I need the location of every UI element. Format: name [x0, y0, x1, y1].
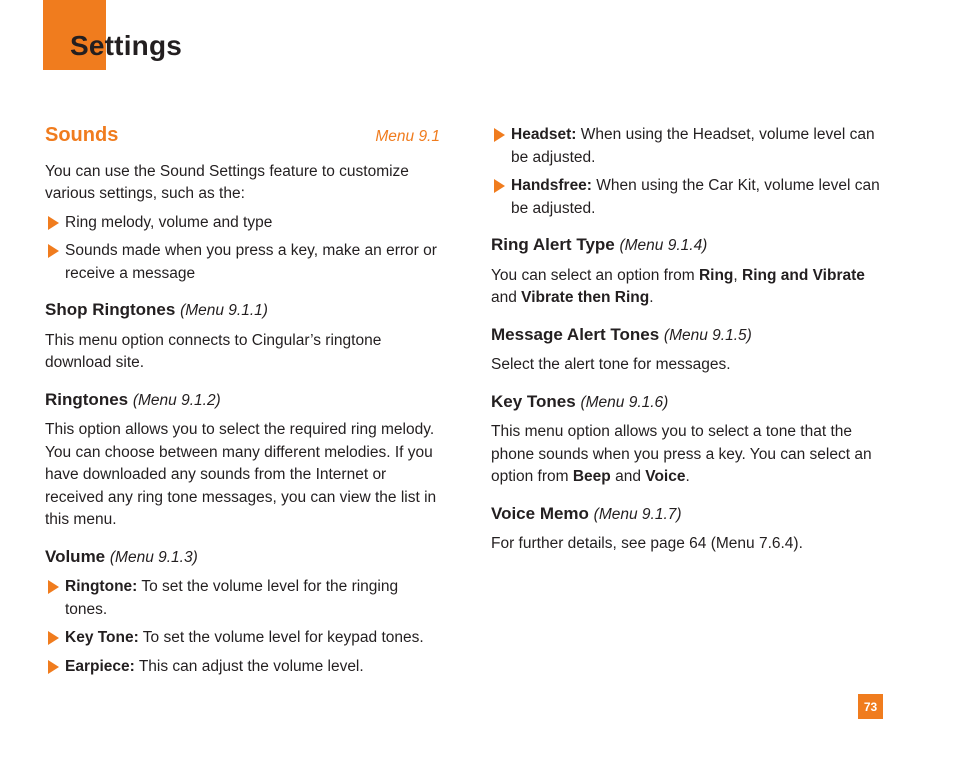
- list-item: Key Tone: To set the volume level for keypad tones.: [45, 627, 440, 650]
- section-menu-ref: Menu 9.1: [375, 128, 440, 145]
- list-item: Headset: When using the Headset, volume level can be adjusted.: [491, 124, 891, 169]
- page-number-badge: 73: [858, 694, 883, 719]
- list-item: Sounds made when you press a key, make an error or receive a message: [45, 240, 440, 285]
- subheading-message-alert-tones: Message Alert Tones (Menu 9.1.5): [491, 324, 752, 344]
- key-tones-text: This menu option allows you to select a tone that the phone sounds when you press a key. You can select an option from Beep and Voice.: [491, 423, 872, 485]
- list-item: Handsfree: When using the Car Kit, volume level can be adjusted.: [491, 175, 891, 220]
- bullet-arrow-icon: [48, 631, 59, 645]
- bullet-arrow-icon: [48, 216, 59, 230]
- list-item: Earpiece: This can adjust the volume level.: [45, 656, 440, 679]
- volume-bullet-list: [45, 576, 440, 678]
- bullet-arrow-icon: [494, 179, 505, 193]
- intro-text: You can use the Sound Settings feature to customize various settings, such as the:: [45, 162, 409, 202]
- bullet-arrow-icon: [48, 244, 59, 258]
- section-heading-sounds: [45, 124, 440, 149]
- ring-alert-text: You can select an option from Ring, Ring and Vibrate and Vibrate then Ring.: [491, 266, 865, 306]
- list-item: Ring melody, volume and type: [45, 212, 440, 235]
- subheading-key-tones: Key Tones (Menu 9.1.6): [491, 391, 669, 411]
- right-column: [491, 124, 891, 556]
- bullet-arrow-icon: [48, 660, 59, 674]
- subheading-ring-alert-type: Ring Alert Type (Menu 9.1.4): [491, 235, 708, 254]
- volume-bullet-list-continued: [491, 124, 891, 220]
- subheading-voice-memo: Voice Memo (Menu 9.1.7): [491, 503, 682, 523]
- message-alert-text: Select the alert tone for messages.: [491, 356, 731, 373]
- subheading-shop-ringtones: Shop Ringtones (Menu 9.1.1): [45, 300, 268, 319]
- bullet-arrow-icon: [494, 128, 505, 142]
- bullet-arrow-icon: [48, 580, 59, 594]
- section-title: Sounds: [45, 124, 119, 146]
- shop-ringtones-text: This menu option connects to Cingular’s ringtone download site.: [45, 331, 382, 371]
- subheading-volume: Volume (Menu 9.1.3): [45, 546, 198, 566]
- left-column: [45, 124, 440, 678]
- subheading-ringtones: Ringtones (Menu 9.1.2): [45, 389, 221, 409]
- voice-memo-text: For further details, see page 64 (Menu 7.6.4).: [491, 535, 803, 552]
- page-title: Settings: [70, 30, 183, 61]
- list-item: Ringtone: To set the volume level for the ringing tones.: [45, 576, 440, 621]
- intro-bullet-list: [45, 212, 440, 286]
- ringtones-text: This option allows you to select the required ring melody. You can choose between many different melodies. If you have downloaded any sounds from the Internet or received any ring tone messages, you can view the list in this menu.: [45, 421, 437, 528]
